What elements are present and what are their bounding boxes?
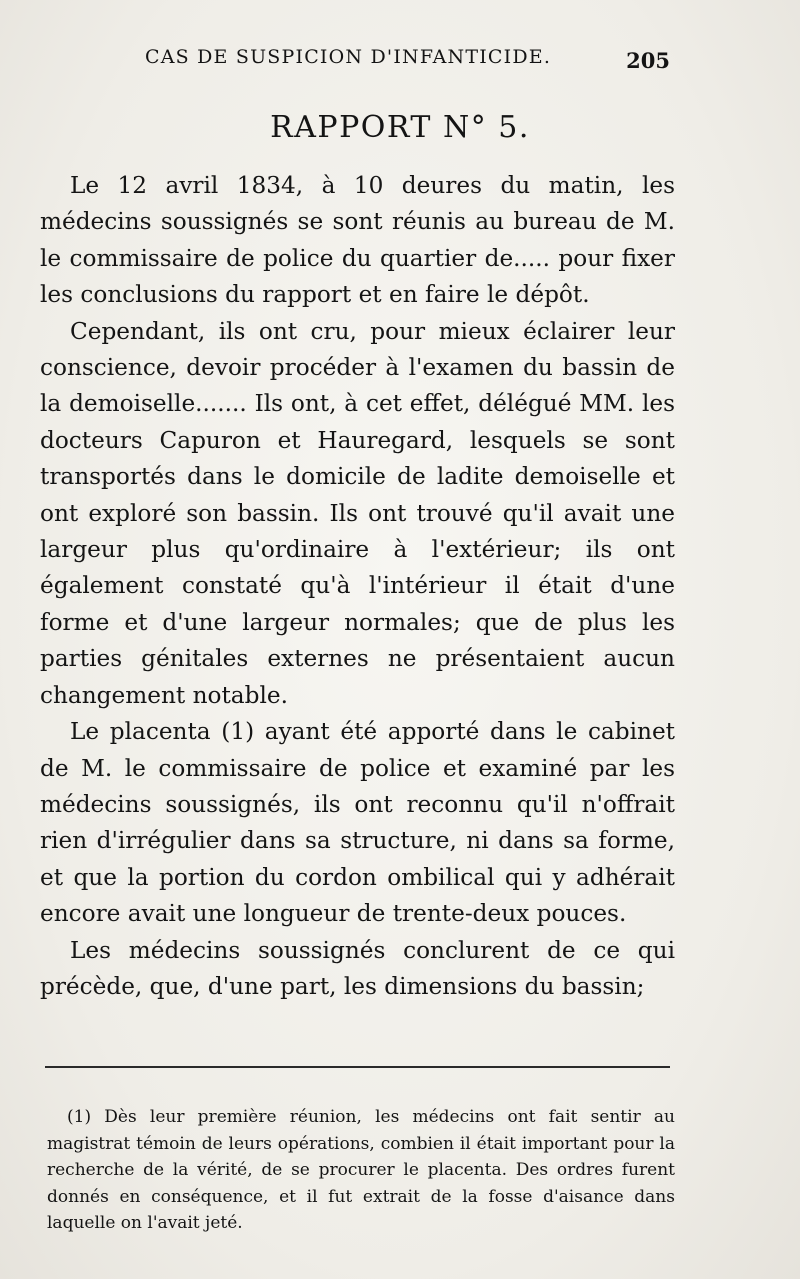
footnote-text: (1) Dès leur première réunion, les médecins ont fait sentir au magistrat témoin de leurs opérations, combien il était important pour la recherche de la vérité, de se procurer le placenta. Des ordres furent donnés en conséquence, et il fut extrait de la fosse d'aisance dans laquelle on l'avait jeté. xyxy=(47,1107,675,1233)
running-head: CAS DE SUSPICION D'INFANTICIDE. xyxy=(145,46,552,68)
footnote xyxy=(47,1104,675,1237)
page-number: 205 xyxy=(626,48,670,73)
paragraph: Cependant, ils ont cru, pour mieux éclairer leur conscience, devoir procéder à l'examen du bassin de la demoiselle....... Ils ont, à cet effet, délégué MM. les docteurs Capuron et Hauregard, lesquels se sont transportés dans le domicile de ladite demoiselle et ont exploré son bassin. Ils ont trouvé qu'il avait une largeur plus qu'ordinaire à l'extérieur; ils ont également constaté qu'à l'intérieur il était d'une forme et d'une largeur normales; que de plus les parties génitales externes ne présentaient aucun changement notable. xyxy=(40,317,675,709)
paragraph: Les médecins soussignés conclurent de ce qui précède, que, d'une part, les dimensions du bassin; xyxy=(40,936,675,1000)
paragraph: Le placenta (1) ayant été apporté dans le cabinet de M. le commissaire de police et examiné par les médecins soussignés, ils ont reconnu qu'il n'offrait rien d'irrégulier dans sa structure, ni dans sa forme, et que la portion du cordon ombilical qui y adhérait encore avait une longueur de trente-deux pouces. xyxy=(40,718,675,928)
body-text xyxy=(40,168,675,1005)
paragraph: Le 12 avril 1834, à 10 deures du matin, les médecins soussignés se sont réunis au bureau de M. le commissaire de police du quartier de..... pour fixer les conclusions du rapport et en faire le dépôt. xyxy=(40,172,675,309)
report-title: RAPPORT N° 5. xyxy=(270,110,530,145)
footnote-rule xyxy=(45,1066,670,1068)
